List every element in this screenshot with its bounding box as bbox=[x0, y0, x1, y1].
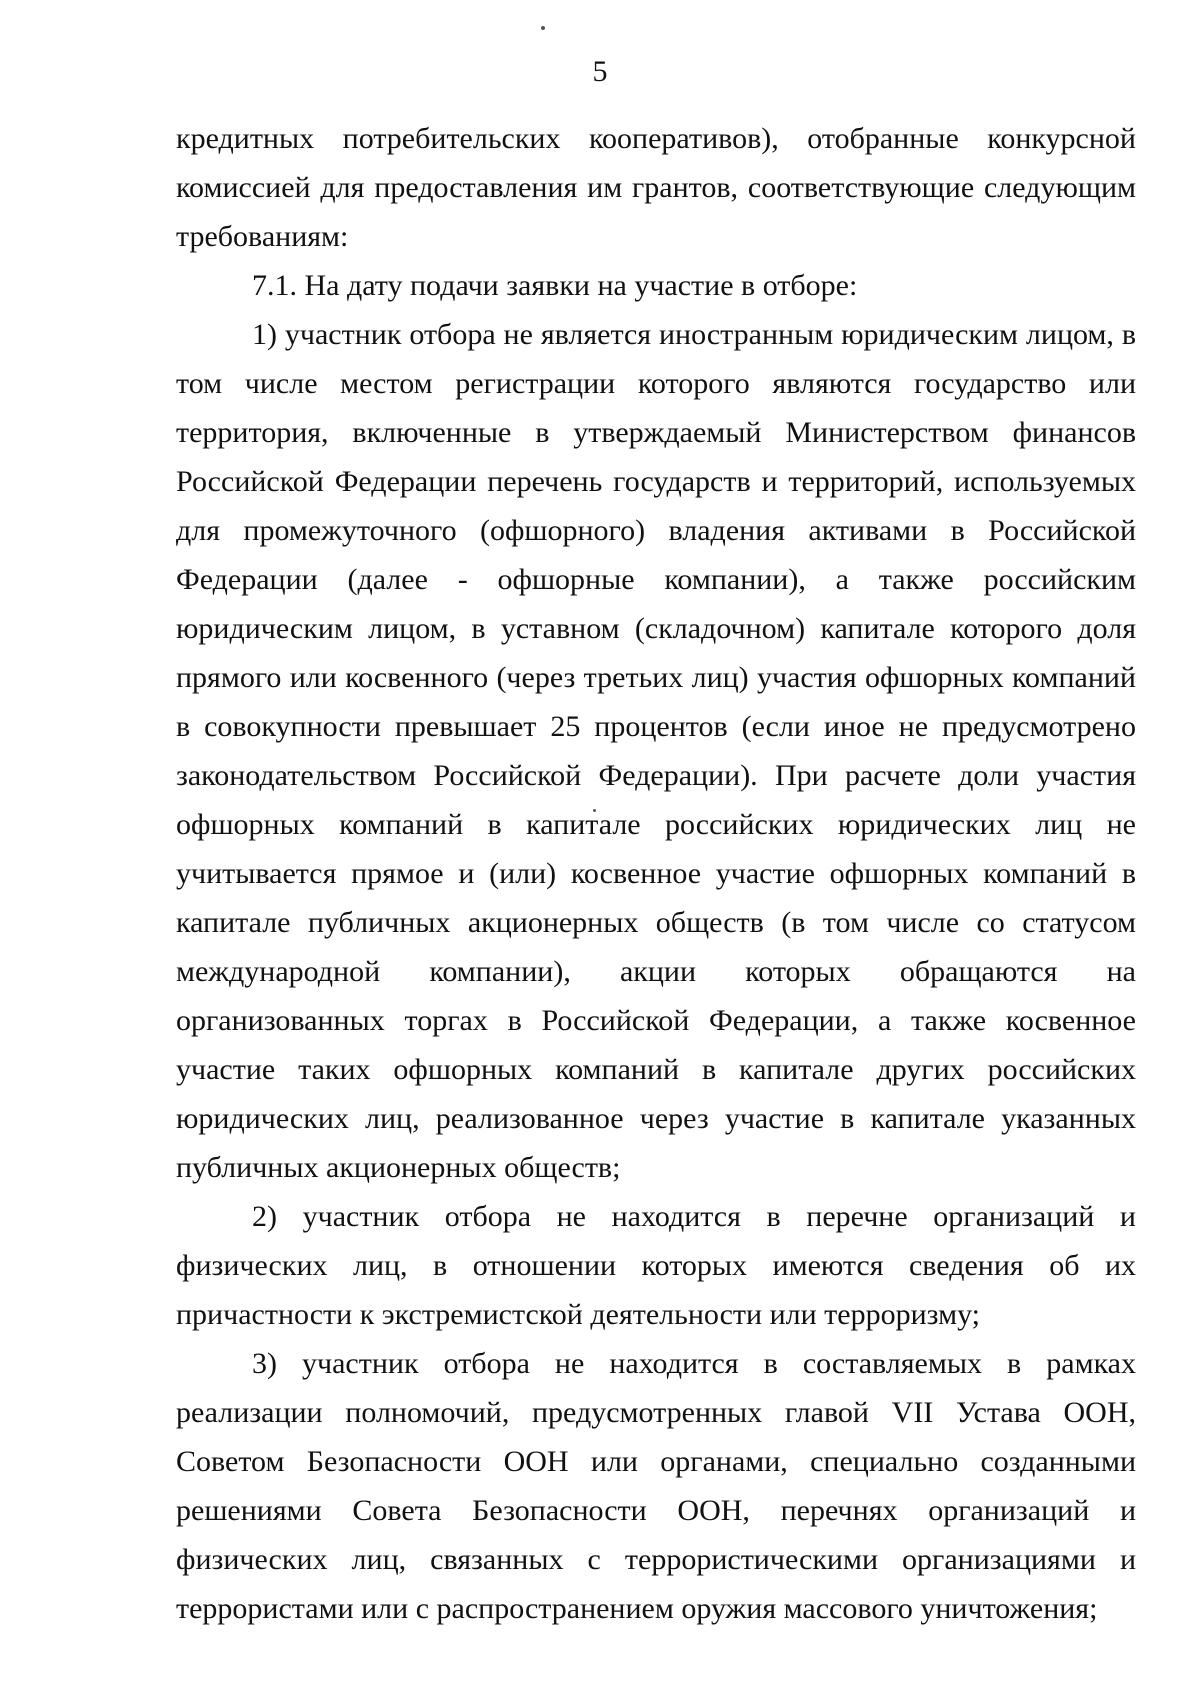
paragraph-item-1: 1) участник отбора не является иностранным юридическим лицом, в том числе местом регистрации которого являются государство или территория, включенные в утверждаемый Министерством финансов Российской Федерации перечень государств и территорий, используемых для промежуточного (офшорного) владения активами в Российской Федерации (далее - офшорные компании), а также российским юридическим лицом, в уставном (складочном) капитале которого доля прямого или косвенного (через третьих лиц) участия офшорных компаний в совокупности превышает 25 процентов (если иное не предусмотрено законодательством Российской Федерации). При расчете доли участия офшорных компаний в капитале российских юридических лиц не учитывается прямое и (или) косвенное участие офшорных компаний в капитале публичных акционерных обществ (в том числе со статусом международной компании), акции которых обращаются на организованных торгах в Российской Федерации, а также косвенное участие таких офшорных компаний в капитале других российских юридических лиц, реализованное через участие в капитале указанных публичных акционерных обществ; bbox=[176, 318, 1136, 1184]
document-body bbox=[176, 114, 1136, 1633]
paragraph-clause-7-1: 7.1. На дату подачи заявки на участие в отборе: bbox=[252, 269, 858, 302]
paragraph-continuation: кредитных потребительских кооперативов), отобранные конкурсной комиссией для предоставления им грантов, соответствующие следующим требованиям: bbox=[176, 122, 1136, 253]
page-number: 5 bbox=[592, 55, 608, 88]
paragraph-item-2: 2) участник отбора не находится в перечне организаций и физических лиц, в отношении которых имеются сведения об их причастности к экстремистской деятельности или терроризму; bbox=[176, 1200, 1136, 1331]
paragraph-item-3: 3) участник отбора не находится в составляемых в рамках реализации полномочий, предусмотренных главой VII Устава ООН, Советом Безопасности ООН или органами, специально созданными решениями Совета Безопасности ООН, перечнях организаций и физических лиц, связанных с террористическими организациями и террористами или с распространением оружия массового уничтожения; bbox=[176, 1347, 1136, 1625]
scan-artifact bbox=[541, 26, 545, 30]
